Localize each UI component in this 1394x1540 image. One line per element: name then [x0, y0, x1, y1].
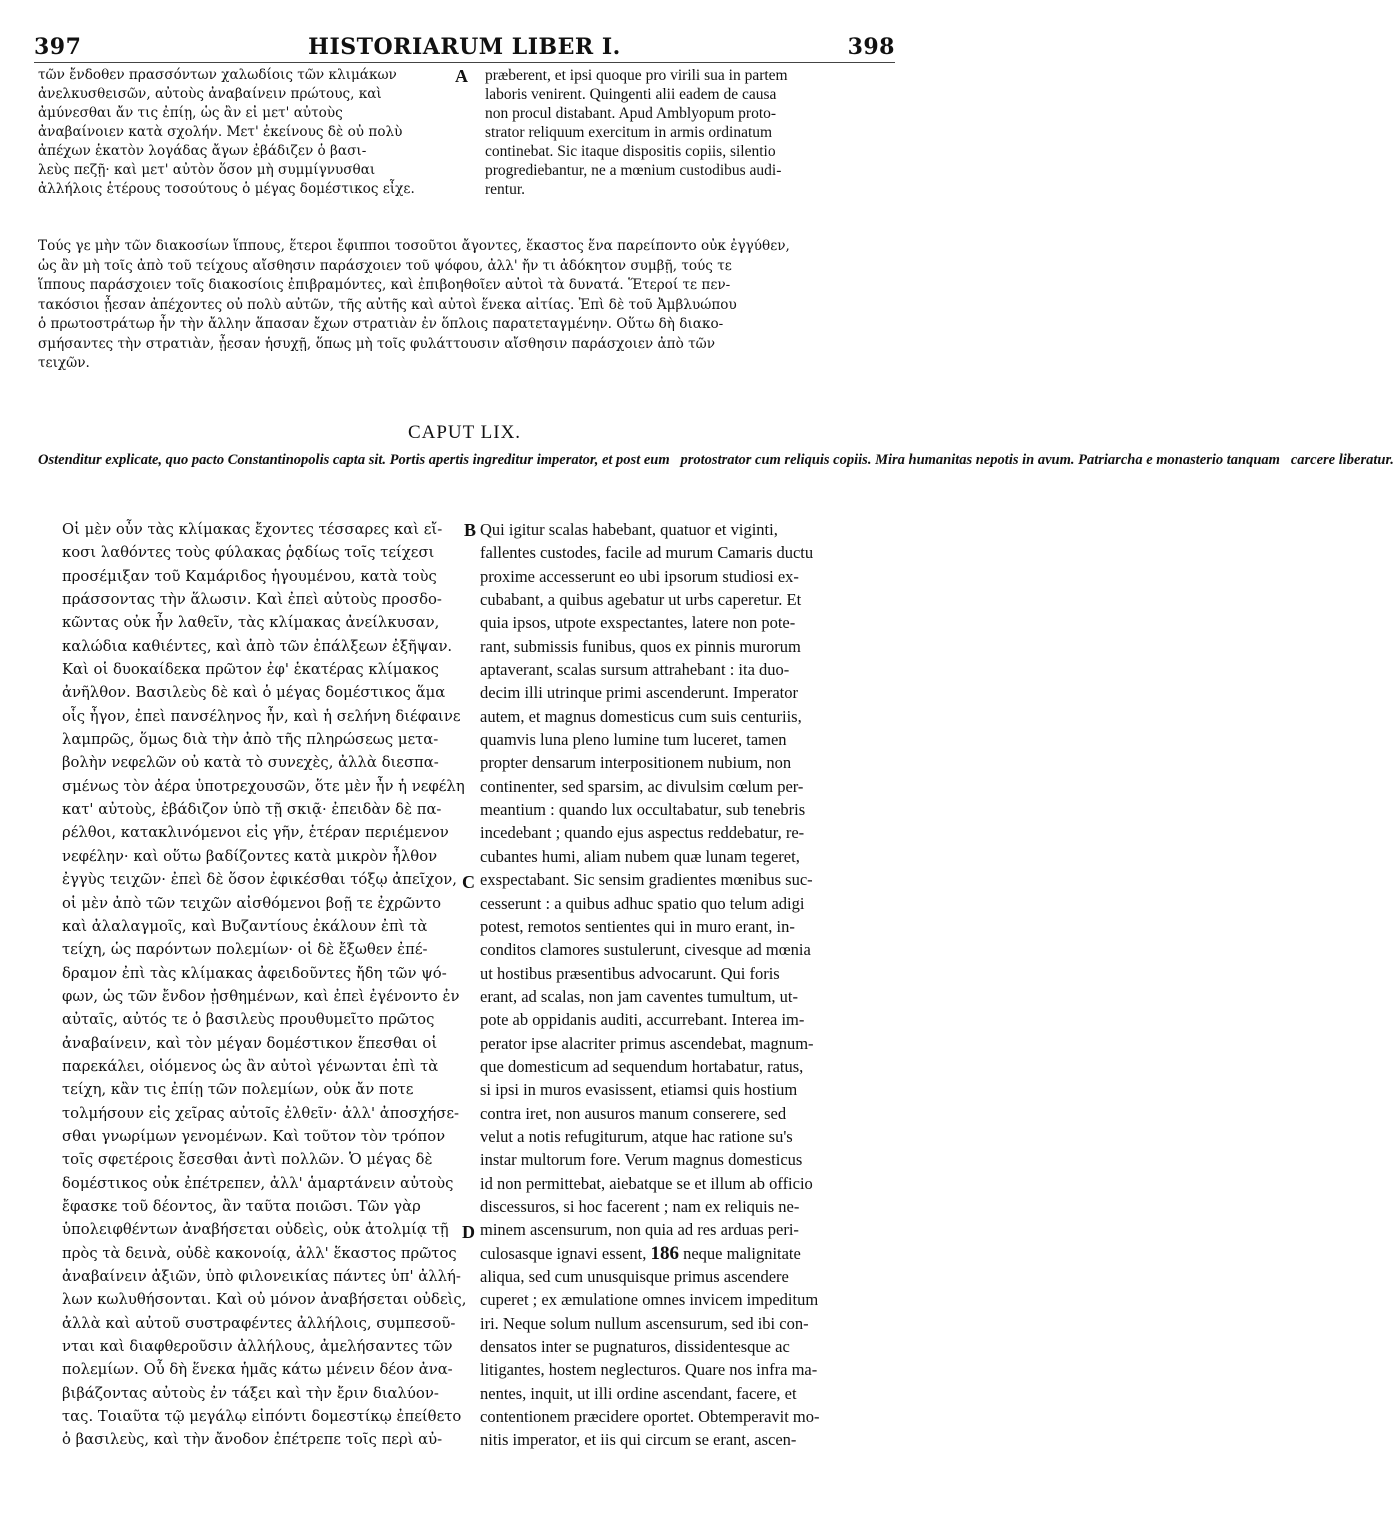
latin-text-line: instar multorum fore. Verum magnus domesticus: [480, 1150, 803, 1170]
latin-text-line: præberent, et ipsi quoque pro virili sua in partem: [485, 67, 788, 84]
latin-text-line: continenter, sed sparsim, ac divulsim cœlum per-: [480, 776, 804, 796]
greek-text-line: κοσι λαθόντες τοὺς φύλακας ῥᾳδίως τοῖς τείχεσι: [62, 544, 435, 562]
greek-text-line: ἀπέχων ἑκατὸν λογάδας ἄγων ἐβάδιζεν ὁ βασι-: [38, 143, 367, 159]
latin-text-line: cesserunt : a quibus adhuc spatio quo telum adigi: [480, 893, 805, 913]
greek-text-line: σμένως τὸν ἀέρα ὑποτρεχουσῶν, ὅτε μὲν ἦν ἡ νεφέλη: [62, 777, 465, 795]
latin-text-line: potest, remotos sentientes qui in muro erant, in-: [480, 916, 795, 936]
latin-text-line: laboris venirent. Quingenti alii eadem de causa: [485, 86, 777, 103]
greek-text-line: δραμον ἐπὶ τὰς κλίμακας ἀφειδοῦντες ἤδη τῶν ψό-: [62, 964, 447, 982]
latin-text-line: quia ipsos, utpote exspectantes, latere non pote-: [480, 613, 796, 633]
latin-text-line: iri. Neque solum nullum ascensurum, sed ibi con-: [480, 1313, 809, 1333]
greek-text-line: βολὴν νεφελῶν οὐ κατὰ τὸ συνεχὲς, ἀλλὰ διεσπα-: [62, 754, 439, 772]
latin-text-fragment: neque malignitate: [678, 1243, 801, 1263]
latin-text-line: discessuros, si hoc facerent ; nam ex reliquis ne-: [480, 1196, 800, 1216]
margin-letter-d: D: [462, 1222, 475, 1242]
latin-text-line: cubantes humi, aliam nubem quæ lunam tegeret,: [480, 846, 800, 866]
latin-text-line: ut hostibus præsentibus advocarunt. Qui foris: [480, 963, 780, 983]
greek-text-line: Τούς γε μὴν τῶν διακοσίων ἵππους, ἕτεροι ἔφιπποι τοσοῦτοι ἄγοντες, ἕκαστος ἕνα παρείποντο οὐκ ἐγγύθεν,: [38, 238, 790, 254]
summary-text-line: protostrator cum reliquis copiis. Mira humanitas nepotis in avum. Patriarcha e monasterio tanquam: [669, 452, 1280, 468]
greek-text-line: ἀμύνεσθαι ἄν τις ἐπίῃ, ὡς ἂν εἰ μετ' αὐτοὺς: [38, 105, 343, 121]
latin-text-line: contentionem præcidere oportet. Obtemperavit mo-: [480, 1407, 820, 1427]
greek-text-line: ἔφασκε τοῦ δέοντος, ἂν ταῦτα ποιῶσι. Τῶν γὰρ: [62, 1197, 421, 1215]
latin-text-line: progrediebantur, ne a mœnium custodibus audi-: [485, 162, 782, 179]
latin-text-line: erant, ad scalas, non jam caventes tumultum, ut-: [480, 986, 798, 1006]
latin-text-line: proxime accesserunt eo ubi ipsorum studiosi ex-: [480, 566, 799, 586]
greek-text-line: Καὶ οἱ δυοκαίδεκα πρῶτον ἐφ' ἑκατέρας κλίμακος: [62, 661, 439, 679]
latin-text-line: non procul distabant. Apud Amblyopum proto-: [485, 105, 777, 122]
left-page-number: 397: [34, 34, 82, 60]
latin-text-line: decim illi utrinque primi ascenderunt. Imperator: [480, 683, 798, 703]
greek-text-line: ὑπολειφθέντων ἀναβήσεται οὐδεὶς, οὐκ ἀτολμίᾳ τῇ: [62, 1221, 449, 1239]
latin-text-line: rentur.: [485, 181, 526, 198]
greek-text-line: ἵππους παράσχοιεν τοῖς διακοσίοις ἐπιβραμόντες, καὶ ἐπιβοηθοῖεν αὐτοὶ τὰ δυνατά. Ἕτεροί τε πεν-: [38, 277, 731, 293]
greek-text-line: τακόσιοι ᾖεσαν ἀπέχοντες οὐ πολὺ αὐτῶν, τῆς αὐτῆς καὶ αὐτοὶ ἕνεκα αἰτίας. Ἐπὶ δὲ τοῦ Ἀμβλυώπου: [38, 296, 737, 313]
greek-text-line: Οἱ μὲν οὖν τὰς κλίμακας ἔχοντες τέσσαρες καὶ εἴ-: [62, 521, 443, 538]
margin-letter-c: C: [462, 872, 475, 892]
greek-text-line: τείχη, κἂν τις ἐπίῃ τῶν πολεμίων, οὐκ ἄν ποτε: [62, 1081, 414, 1099]
greek-text-line: καλώδια καθιέντες, καὶ ἀπὸ τῶν ἐπάλξεων ἐξῆψαν.: [62, 637, 453, 655]
latin-text-line: id non permittebat, aiebatque se et illum ab officio: [480, 1173, 813, 1193]
greek-text-line: ὁ βασιλεὺς, καὶ τὴν ἄνοδον ἐπέτρεπε τοῖς περὶ αὐ-: [62, 1431, 443, 1449]
greek-text-line: καὶ ἀλαλαγμοῖς, καὶ Βυζαντίους ἐκάλουν ἐπὶ τὰ: [62, 917, 428, 935]
greek-text-line: βιβάζοντας αὐτοὺς ἐν τάξει καὶ τὴν ἔριν διαλύον-: [62, 1384, 439, 1402]
margin-letter-b: B: [464, 520, 477, 540]
greek-text-line: δομέστικος οὐκ ἐπέτρεπεν, ἀλλ' ἁμαρτάνειν αὐτοὺς: [62, 1174, 454, 1192]
greek-text-line: ἀναβαίνειν, καὶ τὸν μέγαν δομέστικον ἕπεσθαι οἱ: [62, 1034, 438, 1052]
latin-text-line: contra iret, non ausuros manum conserere, sed: [480, 1103, 787, 1123]
latin-text-line: nitis imperator, et iis qui circum se erant, ascen-: [480, 1430, 797, 1450]
running-title: HISTORIARUM LIBER I.: [308, 34, 621, 60]
greek-text-line: ὁ πρωτοστράτωρ ἦν τὴν ἄλλην ἅπασαν ἔχων στρατιὰν ἐν ὅπλοις παρατεταγμένην. Οὕτω δὴ διακο-: [38, 316, 724, 332]
greek-text-line: ἀνῆλθον. Βασιλεὺς δὲ καὶ ὁ μέγας δομέστικος ἅμα: [62, 684, 446, 702]
greek-text-line: νται καὶ διαφθεροῦσιν ἀλλήλους, ἀμελήσαντες τῶν: [62, 1338, 453, 1356]
margin-letter-a: A: [455, 66, 468, 86]
greek-text-line: παρεκάλει, οἰόμενος ὡς ἂν αὐτοὶ γένωνται ἐπὶ τὰ: [62, 1057, 439, 1075]
latin-text-line: incedebant ; quando ejus aspectus reddebatur, re-: [480, 823, 805, 843]
greek-text-line: πρὸς τὰ δεινὰ, οὐδὲ κακονοίᾳ, ἀλλ' ἕκαστος πρῶτος: [62, 1244, 457, 1262]
greek-text-line: σθαι γνωρίμων γενομένων. Καὶ τοῦτον τὸν τρόπον: [62, 1127, 446, 1145]
latin-text-line: meantium : quando lux occultabatur, sub tenebris: [480, 800, 806, 820]
latin-text-line: rant, submissis funibus, quos ex pinnis murorum: [480, 636, 801, 656]
latin-text-line: propter densarum interpositionem nubium, non: [480, 753, 792, 773]
latin-text-line: continebat. Sic itaque dispositis copiis, silentio: [485, 143, 776, 160]
greek-text-line: οἱ μὲν ἀπὸ τῶν τειχῶν αἰσθόμενοι βοῇ τε ἐχρῶντο: [62, 894, 442, 912]
latin-column-top: [485, 66, 885, 199]
greek-text-line: νεφέλην· καὶ οὕτω βαδίζοντες κατὰ μικρὸν ἦλθον: [62, 847, 438, 865]
latin-text-line: quamvis luna pleno lumine tum luceret, tamen: [480, 730, 787, 750]
greek-text-line: τολμήσουν εἰς χεῖρας αὐτοῖς ἐλθεῖν· ἀλλ' ἀποσχήσε-: [62, 1104, 460, 1122]
greek-text-line: ὡς ἂν μὴ τοῖς ἀπὸ τοῦ τείχους αἴσθησιν παράσχοιεν τοῦ ψόφου, ἀλλ' ἤν τι ἀδόκητον συμβῇ, τούς τε: [38, 257, 732, 274]
latin-text-line: culosasque ignavi essent, 186 neque malignitate: [480, 1242, 801, 1264]
latin-text-line: Qui igitur scalas habebant, quatuor et viginti,: [480, 520, 778, 539]
greek-text-line: τας. Τοιαῦτα τῷ μεγάλῳ εἰπόντι δομεστίκῳ ἐπείθετο: [62, 1408, 462, 1426]
latin-text-line: aliqua, sed cum unusquisque primus ascendere: [480, 1267, 789, 1286]
latin-text-line: autem, et magnus domesticus cum suis centuriis,: [480, 706, 802, 726]
greek-text-line: ἀναβαίνοιεν κατὰ σχολήν. Μετ' ἐκείνους δὲ οὐ πολὺ: [38, 124, 403, 140]
greek-text-line: ἀλλὰ καὶ αὐτοῦ συστραφέντες ἀλλήλοις, συμπεσοῦ-: [62, 1314, 456, 1332]
right-page-number: 398: [847, 34, 895, 60]
greek-text-line: λων κωλυθήσονται. Καὶ οὐ μόνον ἀναβήσεται οὐδεὶς,: [62, 1291, 467, 1309]
greek-text-line: ἀναβαίνειν ἀξιῶν, ὑπὸ φιλονεικίας πάντες ὑπ' ἀλλή-: [62, 1268, 461, 1285]
latin-text-line: que domesticum ad sequendum hortabatur, ratus,: [480, 1056, 804, 1076]
latin-text-line: strator reliquum exercitum in armis ordinatum: [485, 124, 773, 141]
greek-text-line: σμήσαντες τὴν στρατιὰν, ᾖεσαν ἡσυχῇ, ὅπως μὴ τοῖς φυλάττουσιν αἴσθησιν παράσχοιεν ἀπὸ τῶν: [38, 335, 715, 352]
chapter-summary: [38, 452, 1394, 468]
latin-text-line: densatos inter se pugnaturos, dissidentesque ac: [480, 1337, 790, 1357]
greek-text-line: τειχῶν.: [38, 355, 90, 371]
greek-column-top: [38, 66, 465, 199]
latin-text-line: si ipsi in muros evasissent, etiamsi quis hostium: [480, 1080, 798, 1100]
latin-text-line: litigantes, hostem neglecturos. Quare nos infra ma-: [480, 1360, 818, 1380]
greek-text-line: κῶντας οὐκ ἦν λαθεῖν, τὰς κλίμακας ἀνείλκυσαν,: [62, 614, 440, 632]
greek-text-line: πολεμίων. Οὗ δὴ ἕνεκα ἡμᾶς κάτω μένειν δέον ἀνα-: [62, 1361, 453, 1379]
latin-text-line: pote ab oppidanis auditi, accurrebant. Interea im-: [480, 1010, 805, 1030]
latin-text-line: exspectabant. Sic sensim gradientes mœnibus suc-: [480, 870, 813, 890]
greek-text-line: ρέλθοι, κατακλινόμενοι εἰς γῆν, ἑτέραν περιέμενον: [62, 824, 449, 842]
greek-column-main: [62, 518, 467, 1452]
latin-text-line: conditos clamores sustulerunt, civesque ad mœnia: [480, 940, 811, 960]
header-rule: [34, 62, 895, 63]
latin-text-line: nentes, inquit, ut illi ordine ascendant, facere, et: [480, 1383, 797, 1403]
greek-text-line: κατ' αὐτοὺς, ἐβάδιζον ὑπὸ τῇ σκιᾷ· ἐπειδὰν δὲ πα-: [62, 801, 442, 819]
greek-text-line: οἷς ἦγον, ἐπεὶ πανσέληνος ἦν, καὶ ἡ σελήνη διέφαινε: [62, 707, 461, 725]
greek-text-line: τείχη, ὡς παρόντων πολεμίων· οἱ δὲ ἔξωθεν ἐπέ-: [62, 941, 428, 959]
greek-full-width-paragraph: [38, 237, 888, 374]
latin-text-line: cuperet ; ex æmulatione omnes invicem impeditum: [480, 1290, 819, 1310]
latin-text-line: velut a notis refugiturum, atque hac ratione su's: [480, 1126, 793, 1146]
latin-text-line: minem ascensurum, non quia ad res arduas peri-: [480, 1220, 799, 1240]
greek-text-line: ἀλλήλοις ἑτέρους τοσούτους ὁ μέγας δομέστικος εἶχε.: [38, 181, 415, 197]
summary-text-line: Ostenditur explicate, quo pacto Constantinopolis capta sit. Portis apertis ingreditur imperator, et post eum: [38, 452, 670, 468]
greek-text-line: φων, ὡς τῶν ἔνδον ᾐσθημένων, καὶ ἐπεὶ ἐγένοντο ἐν: [62, 987, 460, 1005]
greek-text-line: πράσσοντας τὴν ἅλωσιν. Καὶ ἐπεὶ αὐτοὺς προσδο-: [62, 591, 442, 609]
chapter-heading: CAPUT LIX.: [407, 422, 522, 443]
greek-text-line: αὐταῖς, αὐτός τε ὁ βασιλεὺς προυθυμεῖτο πρῶτος: [62, 1011, 435, 1029]
greek-text-line: λεὺς πεζῇ· καὶ μετ' αὐτὸν ὅσον μὴ συμμίγνυσθαι: [38, 162, 376, 178]
summary-text-line: carcere liberatur.: [1279, 452, 1394, 468]
greek-text-line: προσέμιξαν τοῦ Καμάριδος ἡγουμένου, κατὰ τοὺς: [62, 567, 437, 585]
latin-text-line: fallentes custodes, facile ad murum Camaris ductu: [480, 543, 814, 563]
latin-text-line: aptaverant, scalas sursum attrahebant : ita duo-: [480, 660, 790, 680]
greek-text-line: ἐγγὺς τειχῶν· ἐπεὶ δὲ ὅσον ἐφικέσθαι τόξῳ ἀπεῖχον,: [62, 871, 458, 889]
latin-text-line: perator ipse alacriter primus ascendebat, magnum-: [480, 1033, 814, 1053]
latin-text-line: cubabant, a quibus agebatur ut urbs caperetur. Et: [480, 590, 802, 610]
greek-text-line: τῶν ἔνδοθεν πρασσόντων χαλωδίοις τῶν κλιμάκων: [38, 67, 397, 83]
inline-page-number: 186: [650, 1242, 679, 1264]
latin-column-main: [480, 518, 888, 1452]
greek-text-line: τοῖς σφετέροις ἔσεσθαι ἀντὶ πολλῶν. Ὁ μέγας δὲ: [62, 1151, 433, 1169]
greek-text-line: λαμπρῶς, ὅμως διὰ τὴν ἀπὸ τῆς πληρώσεως μετα-: [62, 731, 439, 749]
greek-text-line: ἀνελκυσθεισῶν, αὐτοὺς ἀναβαίνειν πρώτους, καὶ: [38, 86, 382, 102]
